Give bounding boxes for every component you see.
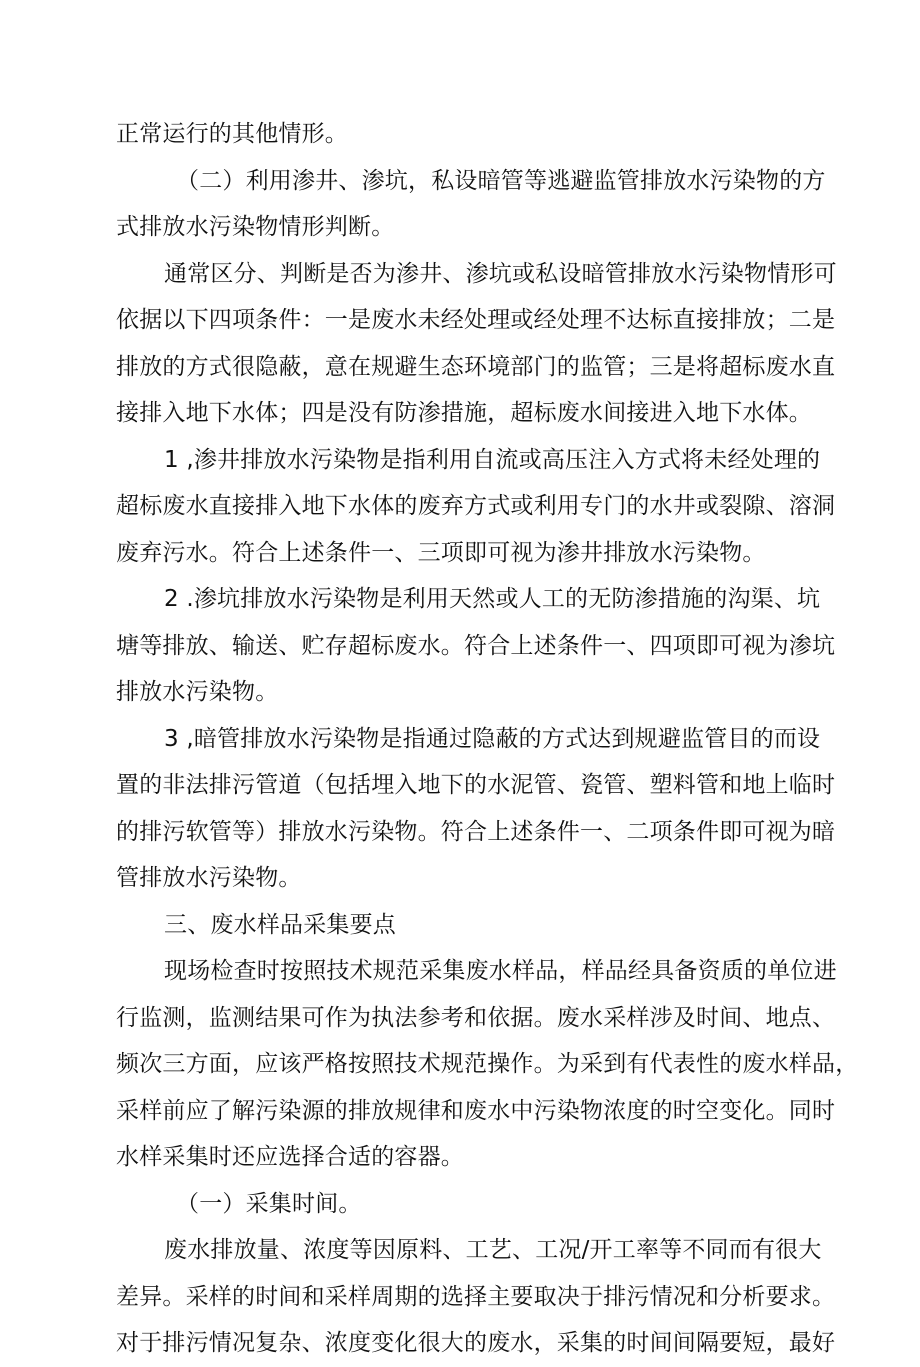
text-line: 塘等排放、输送、贮存超标废水。符合上述条件一、四项即可视为渗坑	[116, 632, 836, 659]
text-line: 的排污软管等）排放水污染物。符合上述条件一、二项条件即可视为暗	[116, 818, 836, 845]
list-item-3-start: 3 ,暗管排放水污染物是指通过隐蔽的方式达到规避监管目的而设	[164, 725, 821, 752]
text-line: 依据以下四项条件：一是废水未经处理或经处理不达标直接排放；二是	[116, 307, 836, 333]
list-item-2-start: 2 .渗坑排放水污染物是利用天然或人工的无防渗措施的沟渠、坑	[164, 586, 821, 612]
text-line: 超标废水直接排入地下水体的废弃方式或利用专门的水井或裂隙、溶洞	[116, 493, 836, 519]
text-line: 正常运行的其他情形。	[116, 121, 348, 147]
text-line: 式排放水污染物情形判断。	[116, 214, 395, 240]
subsection-heading: （一）采集时间。	[176, 1190, 362, 1217]
text-line: 频次三方面，应该严格按照技术规范操作。为采到有代表性的废水样品，	[116, 1051, 859, 1077]
document-body	[116, 111, 859, 1367]
text-line: 排放的方式很隐蔽，意在规避生态环境部门的监管；三是将超标废水直	[116, 353, 836, 380]
paragraph-start: 通常区分、判断是否为渗井、渗坑或私设暗管排放水污染物情形可	[164, 260, 837, 287]
text-line: 采样前应了解污染源的排放规律和废水中污染物浓度的时空变化。同时	[116, 1097, 836, 1124]
text-line: 接排入地下水体；四是没有防渗措施，超标废水间接进入地下水体。	[116, 400, 812, 426]
text-line: 水样采集时还应选择合适的容器。	[116, 1144, 464, 1170]
section-heading: （二）利用渗井、渗坑，私设暗管等逃避监管排放水污染物的方	[176, 167, 826, 194]
text-line: 废弃污水。符合上述条件一、三项即可视为渗井排放水污染物。	[116, 539, 766, 566]
paragraph-start: 现场检查时按照技术规范采集废水样品，样品经具备资质的单位进	[164, 958, 837, 984]
list-item-1-start: 1 ,渗井排放水污染物是指利用自流或高压注入方式将未经处理的	[164, 446, 821, 473]
section-heading: 三、废水样品采集要点	[164, 911, 396, 938]
text-line: 差异。采样的时间和采样周期的选择主要取决于排污情况和分析要求。	[116, 1283, 836, 1310]
text-line: 管排放水污染物。	[116, 865, 302, 891]
text-line: 行监测，监测结果可作为执法参考和依据。废水采样涉及时间、地点、	[116, 1004, 836, 1031]
text-line: 对于排污情况复杂、浓度变化很大的废水，采集的时间间隔要短，最好	[116, 1330, 836, 1356]
text-line: 置的非法排污管道（包括埋入地下的水泥管、瓷管、塑料管和地上临时	[116, 772, 836, 798]
text-line: 排放水污染物。	[116, 679, 279, 705]
paragraph-start: 废水排放量、浓度等因原料、工艺、工况/开工率等不同而有很大	[164, 1237, 822, 1263]
